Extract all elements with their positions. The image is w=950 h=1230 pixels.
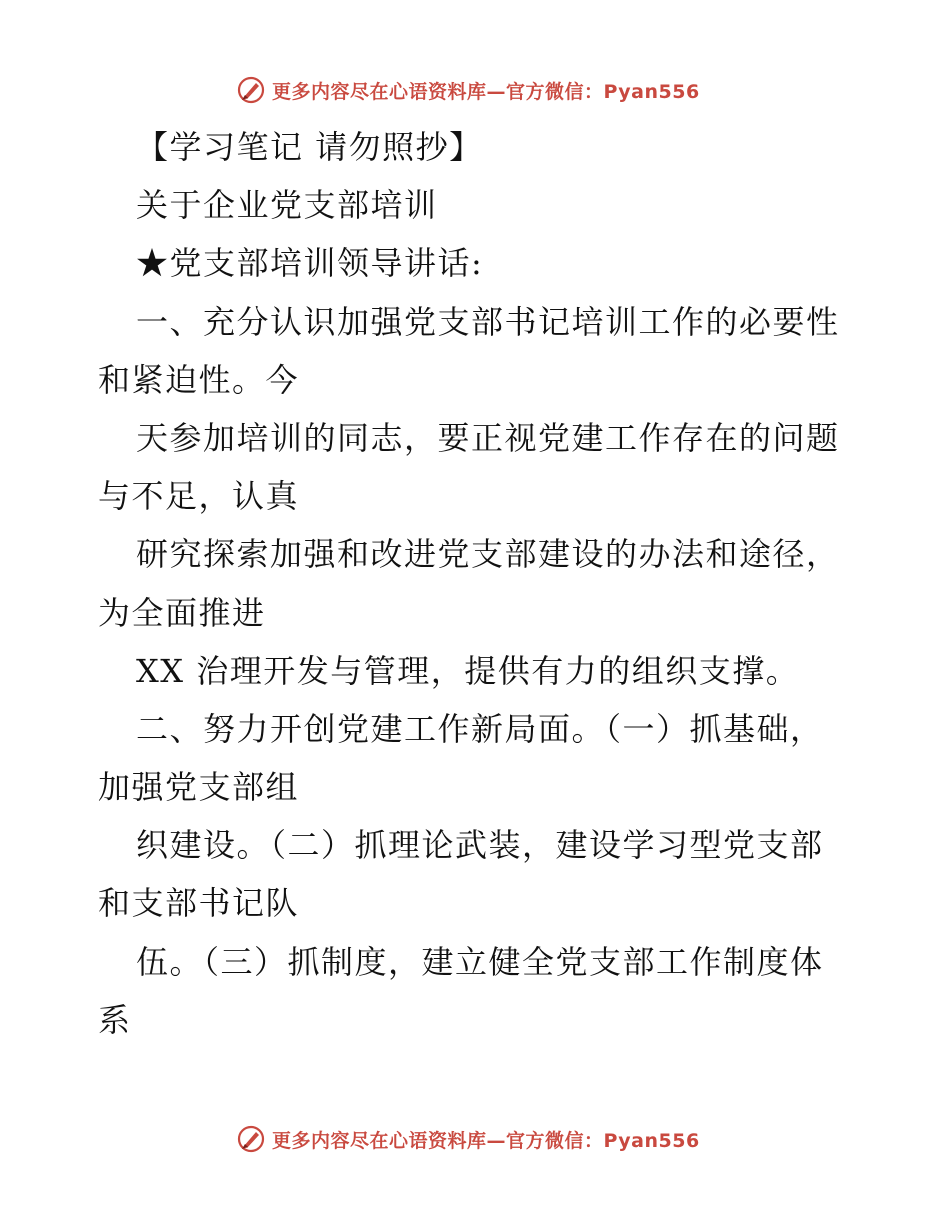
text-line: 二、努力开创党建工作新局面。（一）抓基础， [136,709,824,748]
watermark-text: 更多内容尽在心语资料库—官方微信：Pyan556 [272,1129,700,1152]
text-line: 和紧迫性。今 [98,360,300,399]
text-line: XX 治理开发与管理，提供有力的组织支撑。 [136,651,800,690]
text-line: 【学习笔记 请勿照抄】 [136,128,483,166]
quill-logo-icon [236,75,266,105]
text-line: 为全面推进 [98,593,266,632]
watermark-text: 更多内容尽在心语资料库—官方微信：Pyan556 [272,80,700,103]
footer-watermark [236,1122,700,1156]
text-line: 和支部书记队 [98,884,300,923]
text-line: 一、充分认识加强党支部书记培训工作的必要性 [136,302,840,341]
text-line: 研究探索加强和改进党支部建设的办法和途径， [136,535,840,574]
text-line: 天参加培训的同志，要正视党建工作存在的问题 [136,418,840,457]
text-line: 伍。（三）抓制度，建立健全党支部工作制度体 [136,942,824,981]
header-watermark [236,73,700,107]
text-line: ★党支部培训领导讲话: [136,244,484,283]
quill-logo-icon [236,1124,266,1154]
text-line: 加强党支部组 [98,768,300,807]
text-line: 与不足，认真 [98,477,300,516]
text-line: 系 [98,1000,132,1039]
text-line: 关于企业党支部培训 [136,186,438,225]
text-line: 织建设。（二）抓理论武装，建设学习型党支部 [136,826,824,865]
document-body [98,118,858,1049]
